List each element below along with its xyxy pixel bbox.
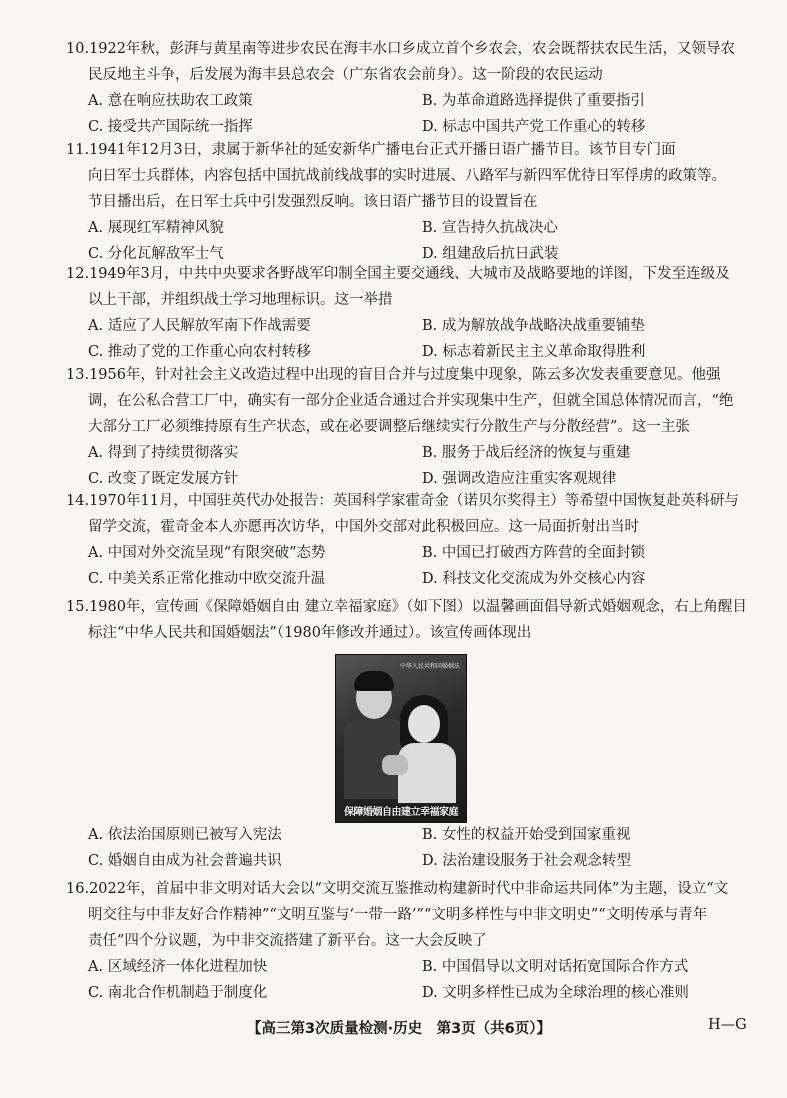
poster-top-caption: 中华人民共和国婚姻法 xyxy=(399,663,460,670)
question-12: 12.1949年3月，中共中央要求各野战军印制全国主要交通线、大城市及战略要地的详图，下发至连级及 以上干部，并组织战士学习地理标识。这一举措 A. 适应了人民解放军南下作战需要 B. 成为解放战争战略决战重要铺垫 C. 推动了党的工作重心向农村转移 D. 标志着新民主主义革命取得胜利 xyxy=(66,261,756,365)
option-a[interactable]: A. 展现红军精神风貌 xyxy=(88,220,224,236)
option-a[interactable]: A. 区域经济一体化进程加快 xyxy=(88,959,268,975)
question-13: 13.1956年，针对社会主义改造过程中出现的盲目合并与过度集中现象，陈云多次发表重要意见。他强 调，在公私合营工厂中，确实有一部分企业适合通过合并实现集中生产，但就全国总体情况而言，“绝 大部分工厂必须维持原有生产状态，或在必要调整后继续实行分散生产与分散经营”。这一主张 A. 得到了持续贯彻落实 B. 服务于战后经济的恢复与重建 C. 改变了既定发展方针 D. 强调改造应注重实客观规律 xyxy=(66,362,756,492)
options xyxy=(66,954,756,1006)
option-d[interactable]: D. 标志着新民主主义革命取得胜利 xyxy=(422,344,646,360)
question-number: 14. xyxy=(66,493,90,509)
option-a[interactable]: A. 得到了持续贯彻落实 xyxy=(88,445,239,461)
question-number: 11. xyxy=(66,142,90,158)
option-a[interactable]: A. 依法治国原则已被写入宪法 xyxy=(88,827,282,843)
option-c[interactable]: C. 中美关系正常化推动中欧交流升温 xyxy=(88,571,326,587)
option-d[interactable]: D. 组建敌后抗日武装 xyxy=(422,246,559,262)
option-b[interactable]: B. 中国已打破西方阵营的全面封锁 xyxy=(422,545,645,561)
option-b[interactable]: B. 中国倡导以文明对话拓宽国际合作方式 xyxy=(422,959,689,975)
option-d[interactable]: D. 文明多样性已成为全球治理的核心准则 xyxy=(422,985,689,1001)
option-c[interactable]: C. 推动了党的工作重心向农村转移 xyxy=(88,344,311,360)
footer-page-info: 【高三第3次质量检测·历史 第3页（共6页）】 xyxy=(247,1021,552,1037)
footer-paper-code: H—G xyxy=(708,1017,747,1033)
question-stem: 15.1980年，宣传画《保障婚姻自由 建立幸福家庭》（如下图）以温馨画面倡导新式婚姻观念，右上角醒目 xyxy=(66,599,747,615)
option-b[interactable]: B. 宣告持久抗战决心 xyxy=(422,220,558,236)
option-d[interactable]: D. 标志中国共产党工作重心的转移 xyxy=(422,119,646,135)
options xyxy=(66,88,756,140)
question-stem: 16.2022年，首届中非文明对话大会以“文明交流互鉴推动构建新时代中非命运共同体”为主题，设立“文 xyxy=(66,881,729,897)
options xyxy=(66,822,756,874)
question-number: 13. xyxy=(66,367,90,383)
options xyxy=(66,440,756,492)
option-d[interactable]: D. 法治建设服务于社会观念转型 xyxy=(422,853,631,869)
option-a[interactable]: A. 中国对外交流呈现“有限突破”态势 xyxy=(88,545,326,561)
question-stem: 12.1949年3月，中共中央要求各野战军印制全国主要交通线、大城市及战略要地的详图，下发至连级及 xyxy=(66,266,730,282)
poster-bottom-caption: 保障婚姻自由建立幸福家庭 xyxy=(344,807,458,818)
option-b[interactable]: B. 服务于战后经济的恢复与重建 xyxy=(422,445,631,461)
question-number: 16. xyxy=(66,881,90,897)
option-c[interactable]: C. 分化瓦解敌军士气 xyxy=(88,246,224,262)
option-c[interactable]: C. 接受共产国际统一指挥 xyxy=(88,119,253,135)
question-stem: 14.1970年11月，中国驻英代办处报告：英国科学家霍奇金（诺贝尔奖得主）等希望中国恢复赴英科研与 xyxy=(66,493,739,509)
question-stem: 11.1941年12月3日，隶属于新华社的延安新华广播电台正式开播日语广播节目。该节目专门面 xyxy=(66,142,676,158)
question-number: 10. xyxy=(66,41,90,57)
question-15: 15.1980年，宣传画《保障婚姻自由 建立幸福家庭》（如下图）以温馨画面倡导新式婚姻观念，右上角醒目 标注“中华人民共和国婚姻法”（1980年修改并通过）。该宣传画体现出 xyxy=(66,594,756,646)
question-number: 12. xyxy=(66,266,90,282)
question-number: 15. xyxy=(66,599,90,615)
option-d[interactable]: D. 强调改造应注重实客观规律 xyxy=(422,471,617,487)
option-c[interactable]: C. 南北合作机制趋于制度化 xyxy=(88,985,268,1001)
marriage-law-poster-image xyxy=(335,654,467,823)
option-a[interactable]: A. 意在响应扶助农工政策 xyxy=(88,93,253,109)
option-c[interactable]: C. 婚姻自由成为社会普遍共识 xyxy=(88,853,282,869)
option-a[interactable]: A. 适应了人民解放军南下作战需要 xyxy=(88,318,311,334)
question-14: 14.1970年11月，中国驻英代办处报告：英国科学家霍奇金（诺贝尔奖得主）等希望中国恢复赴英科研与 留学交流，霍奇金本人亦愿再次访华，中国外交部对此积极回应。这一局面折射出当时 A. 中国对外交流呈现“有限突破”态势 B. 中国已打破西方阵营的全面封锁 C. 中美关系正常化推动中欧交流升温 D. 科技文化交流成为外交核心内容 xyxy=(66,488,756,592)
question-15-options xyxy=(66,822,756,874)
question-stem: 10.1922年秋，彭湃与黄星南等进步农民在海丰水口乡成立首个乡农会，农会既帮扶农民生活，又领导农 xyxy=(66,41,735,57)
options xyxy=(66,313,756,365)
option-b[interactable]: B. 成为解放战争战略决战重要铺垫 xyxy=(422,318,645,334)
options xyxy=(66,540,756,592)
option-b[interactable]: B. 女性的权益开始受到国家重视 xyxy=(422,827,631,843)
option-d[interactable]: D. 科技文化交流成为外交核心内容 xyxy=(422,571,646,587)
options xyxy=(66,215,756,267)
question-11: 11.1941年12月3日，隶属于新华社的延安新华广播电台正式开播日语广播节目。该节目专门面 向日军士兵群体，内容包括中国抗战前线战事的实时进展、八路军与新四军优待日军俘虏的政策等。 节目播出后，在日军士兵中引发强烈反响。该日语广播节目的设置旨在 A. 展现红军精神风貌 B. 宣告持久抗战决心 C. 分化瓦解敌军士气 D. 组建敌后抗日武装 xyxy=(66,137,756,267)
question-10: 10.1922年秋，彭湃与黄星南等进步农民在海丰水口乡成立首个乡农会，农会既帮扶农民生活，又领导农 民反地主斗争，后发展为海丰县总农会（广东省农会前身）。这一阶段的农民运动 A. 意在响应扶助农工政策 B. 为革命道路选择提供了重要指引 C. 接受共产国际统一指挥 D. 标志中国共产党工作重心的转移 xyxy=(66,36,756,140)
question-16: 16.2022年，首届中非文明对话大会以“文明交流互鉴推动构建新时代中非命运共同体”为主题，设立“文 明交往与中非友好合作精神”“文明互鉴与‘一带一路’”“文明多样性与中非文明史”“文明传承与青年 责任”四个分议题，为中非交流搭建了新平台。这一大会反映了 A. 区域经济一体化进程加快 B. 中国倡导以文明对话拓宽国际合作方式 C. 南北合作机制趋于制度化 D. 文明多样性已成为全球治理的核心准则 xyxy=(66,876,756,1006)
option-c[interactable]: C. 改变了既定发展方针 xyxy=(88,471,239,487)
question-stem: 13.1956年，针对社会主义改造过程中出现的盲目合并与过度集中现象，陈云多次发表重要意见。他强 xyxy=(66,367,721,383)
option-b[interactable]: B. 为革命道路选择提供了重要指引 xyxy=(422,93,645,109)
